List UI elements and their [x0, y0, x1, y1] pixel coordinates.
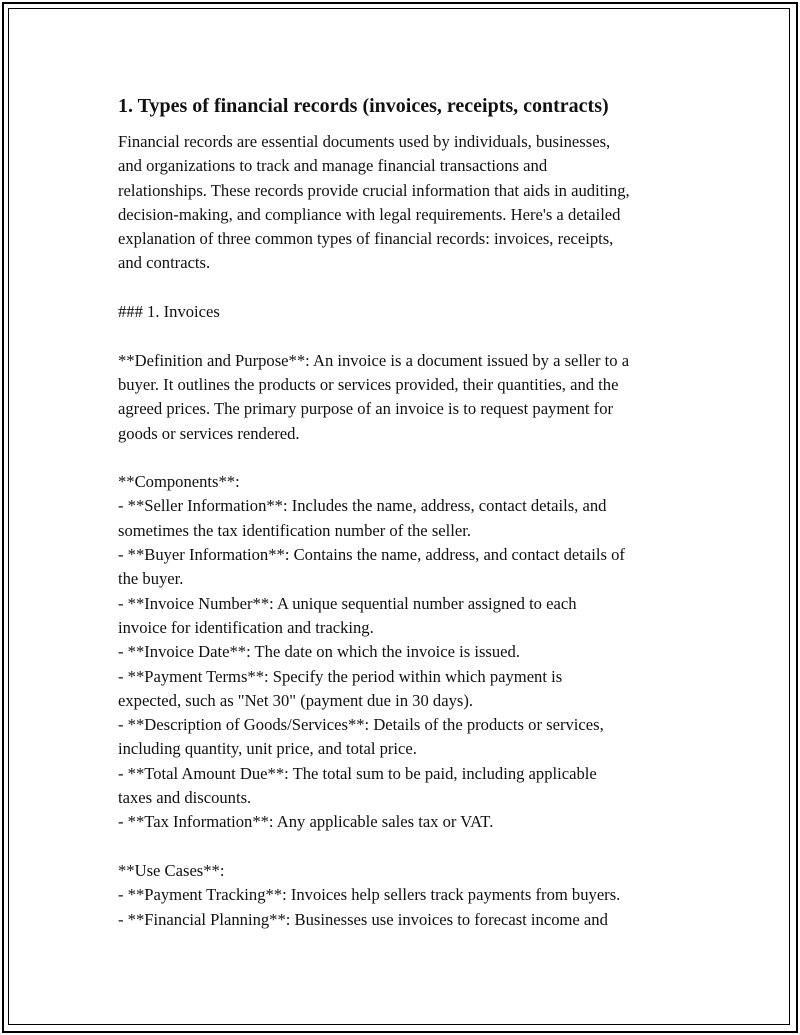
text-line: - **Tax Information**: Any applicable sales tax or VAT.: [118, 812, 494, 832]
text-line: buyer. It outlines the products or services provided, their quantities, and the: [118, 374, 619, 394]
text-line: the buyer.: [118, 569, 184, 589]
text-line: including quantity, unit price, and total price.: [118, 739, 417, 759]
text-line: **Definition and Purpose**: An invoice is a document issued by a seller to a: [118, 350, 630, 370]
text-line: **Use Cases**:: [118, 860, 225, 880]
text-line: - **Payment Terms**: Specify the period within which payment is: [118, 666, 563, 686]
text-line: goods or services rendered.: [118, 423, 300, 443]
text-line: Financial records are essential documents used by individuals, businesses,: [118, 132, 611, 151]
blank-line: [118, 835, 698, 859]
text-line: expected, such as "Net 30" (payment due in 30 days).: [118, 690, 473, 710]
document-body: [118, 92, 698, 932]
text-line: and contracts.: [118, 253, 211, 273]
text-line: - **Invoice Number**: A unique sequential number assigned to each: [118, 593, 577, 613]
text-line: relationships. These records provide crucial information that aids in auditing,: [118, 180, 630, 200]
text-line: - **Invoice Date**: The date on which the invoice is issued.: [118, 642, 520, 662]
text-line: - **Financial Planning**: Businesses use invoices to forecast income and: [118, 909, 608, 929]
text-line: and organizations to track and manage financial transactions and: [118, 156, 548, 176]
blank-line: [118, 446, 698, 470]
text-line: - **Description of Goods/Services**: Details of the products or services,: [118, 715, 604, 735]
text-line: sometimes the tax identification number of the seller.: [118, 520, 471, 540]
text-line: explanation of three common types of financial records: invoices, receipts,: [118, 229, 614, 249]
text-line: decision-making, and compliance with legal requirements. Here's a detailed: [118, 204, 621, 224]
text-line: - **Payment Tracking**: Invoices help sellers track payments from buyers.: [118, 885, 621, 905]
text-line: agreed prices. The primary purpose of an invoice is to request payment for: [118, 399, 614, 419]
text-line: ### 1. Invoices: [118, 302, 220, 322]
text-line: - **Buyer Information**: Contains the name, address, and contact details of: [118, 545, 625, 565]
text-line: taxes and discounts.: [118, 788, 252, 808]
text-line: invoice for identification and tracking.: [118, 617, 374, 637]
text-line: **Components**:: [118, 472, 240, 492]
text-line: - **Seller Information**: Includes the name, address, contact details, and: [118, 496, 607, 516]
text-line: - **Total Amount Due**: The total sum to be paid, including applicable: [118, 763, 597, 783]
document-text: [118, 130, 698, 932]
blank-line: [118, 324, 698, 348]
blank-line: [118, 276, 698, 300]
document-title: 1. Types of financial records (invoices, receipts, contracts): [118, 95, 609, 117]
